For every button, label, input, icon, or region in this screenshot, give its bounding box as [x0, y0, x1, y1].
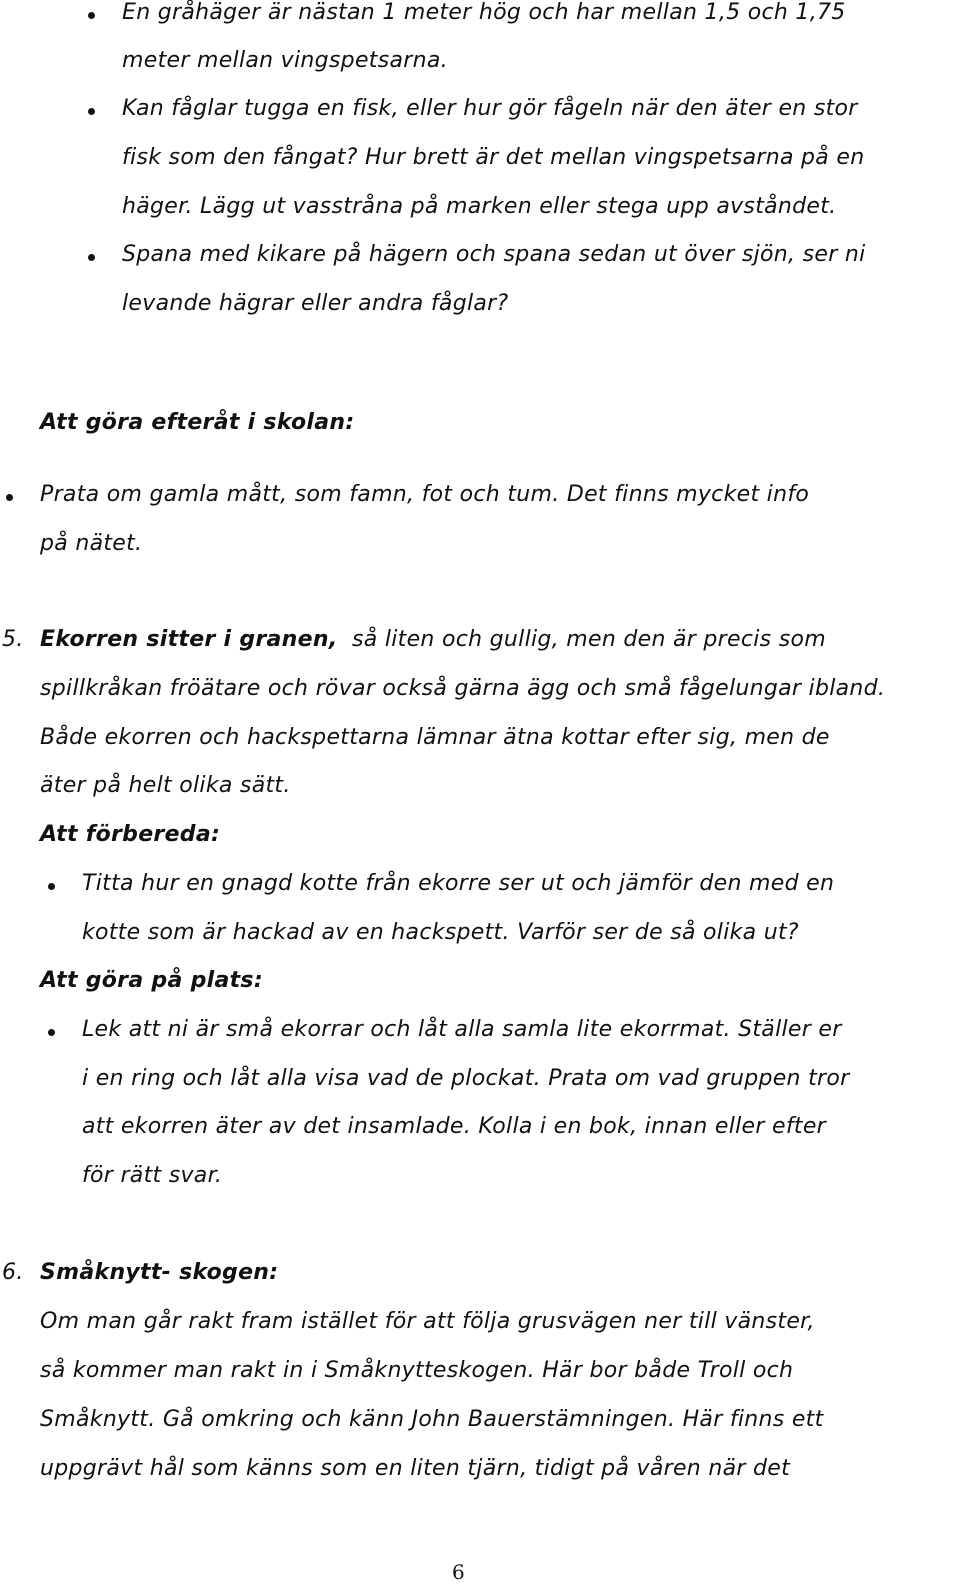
section-6-line-3: Småknytt. Gå omkring och känn John Bauerstämningen. Här finns ett — [40, 1407, 824, 1432]
bullet-1-line-2: meter mellan vingspetsarna. — [122, 48, 448, 73]
after-line-2: på nätet. — [40, 531, 143, 556]
section-5-title: Ekorren sitter i granen, — [40, 627, 338, 652]
section-6-line-1: Om man går rakt fram istället för att följa grusvägen ner till vänster, — [40, 1309, 815, 1334]
prepare-line-2: kotte som är hackad av en hackspett. Varför ser de så olika ut? — [82, 920, 799, 945]
section-5-line-2: spillkråkan fröätare och rövar också gärna ägg och små fågelungar ibland. — [40, 676, 886, 701]
bullet-1-line-1: En gråhäger är nästan 1 meter hög och har mellan 1,5 och 1,75 — [122, 0, 846, 25]
bullet-2-line-2: fisk som den fångat? Hur brett är det mellan vingspetsarna på en — [122, 145, 865, 170]
bullet-icon — [88, 12, 95, 19]
bullet-icon — [48, 1029, 55, 1036]
heading-prepare: Att förbereda: — [40, 822, 221, 847]
section-6-title: Småknytt- skogen: — [40, 1260, 279, 1285]
bullet-icon — [88, 108, 95, 115]
bullet-2-line-3: häger. Lägg ut vasstråna på marken eller stega upp avståndet. — [122, 194, 837, 219]
onsite-line-2: i en ring och låt alla visa vad de plockat. Prata om vad gruppen tror — [82, 1066, 850, 1091]
bullet-icon — [6, 494, 13, 501]
prepare-line-1: Titta hur en gnagd kotte från ekorre ser ut och jämför den med en — [82, 871, 835, 896]
after-line-1: Prata om gamla mått, som famn, fot och tum. Det finns mycket info — [40, 482, 810, 507]
onsite-line-4: för rätt svar. — [82, 1163, 223, 1188]
bullet-icon — [48, 883, 55, 890]
bullet-3-line-1: Spana med kikare på hägern och spana sedan ut över sjön, ser ni — [122, 242, 866, 267]
section-6-line-4: uppgrävt hål som känns som en liten tjärn, tidigt på våren när det — [40, 1456, 791, 1481]
section-5-line-4: äter på helt olika sätt. — [40, 773, 291, 798]
bullet-icon — [88, 254, 95, 261]
bullet-2-line-1: Kan fåglar tugga en fisk, eller hur gör fågeln när den äter en stor — [122, 96, 858, 121]
section-5-line-1: så liten och gullig, men den är precis som — [352, 627, 826, 652]
heading-after-school: Att göra efteråt i skolan: — [40, 410, 355, 435]
onsite-line-3: att ekorren äter av det insamlade. Kolla i en bok, innan eller efter — [82, 1114, 826, 1139]
bullet-3-line-2: levande hägrar eller andra fåglar? — [122, 291, 509, 316]
onsite-line-1: Lek att ni är små ekorrar och låt alla samla lite ekorrmat. Ställer er — [82, 1017, 842, 1042]
section-6-line-2: så kommer man rakt in i Småknytteskogen. Här bor både Troll och — [40, 1358, 794, 1383]
section-5-number: 5. — [2, 627, 24, 652]
section-5-line-3: Både ekorren och hackspettarna lämnar ätna kottar efter sig, men de — [40, 725, 830, 750]
section-6-number: 6. — [2, 1260, 24, 1285]
page-number: 6 — [452, 1560, 465, 1584]
heading-onsite: Att göra på plats: — [40, 968, 263, 993]
